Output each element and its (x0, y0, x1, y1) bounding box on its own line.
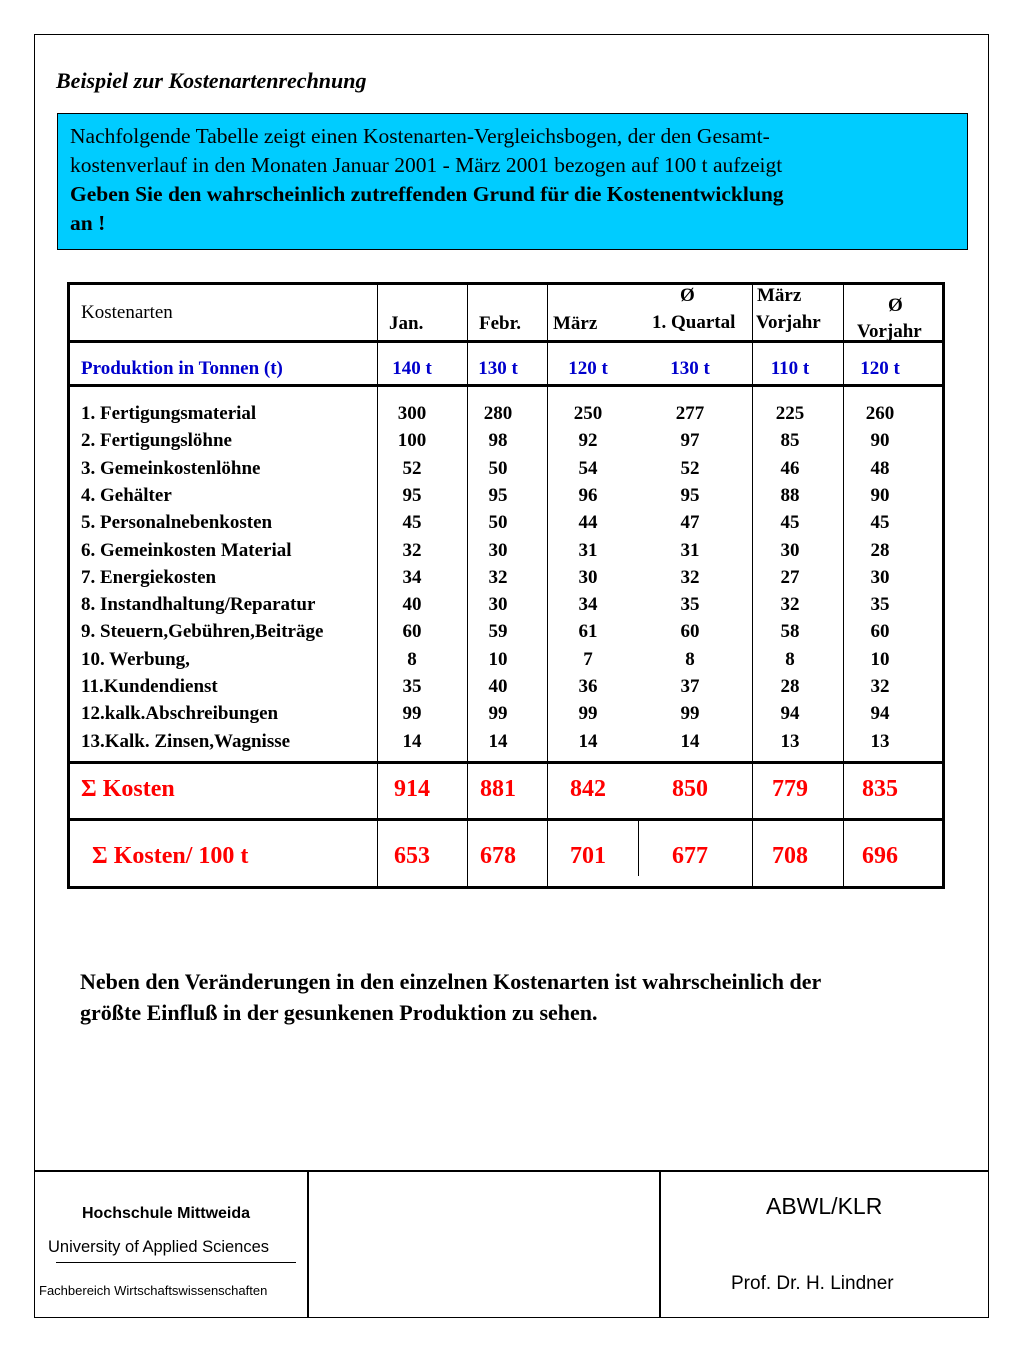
cost-row-value: 34 (578, 594, 598, 616)
cost-row-value: 260 (865, 403, 895, 424)
footer-course: ABWL/KLR (766, 1193, 883, 1219)
cost-row-value: 52 (680, 457, 700, 479)
production-value-4: 110 t (770, 358, 810, 379)
header-febr: Febr. (479, 313, 522, 334)
cost-row-value: 40 (402, 594, 422, 616)
cost-row-value: 50 (488, 457, 508, 479)
sum-value-5: 835 (862, 776, 898, 802)
cost-row-label: 4. Gehälter (81, 484, 172, 506)
cost-row-value: 95 (402, 484, 422, 506)
page-title: Beispiel zur Kostenartenrechnung (56, 68, 367, 93)
sum-per-100-label: Σ Kosten/ 100 t (92, 843, 249, 869)
cost-row-value: 47 (680, 512, 700, 534)
cost-row-value: 50 (488, 512, 508, 534)
cost-row-value: 35 (870, 594, 890, 616)
cost-row-value: 40 (488, 676, 508, 697)
footer-department: Fachbereich Wirtschaftswissenschaften (39, 1283, 268, 1298)
footer-divider-right (659, 1170, 661, 1318)
sum-per-100-value-2: 701 (570, 843, 606, 869)
header-jan: Jan. (389, 313, 424, 334)
cost-row-value: 45 (402, 512, 422, 534)
header-vj-maerz: März (757, 285, 802, 306)
cost-row-value: 60 (680, 621, 700, 643)
cost-row-value: 30 (488, 539, 508, 561)
cost-row-value: 92 (578, 430, 598, 452)
task-box (57, 113, 968, 250)
cost-row-value: 30 (870, 566, 890, 588)
cost-row-value: 99 (402, 703, 422, 725)
cost-row-value: 90 (870, 484, 890, 506)
sum-per-100-value-5: 696 (862, 843, 898, 869)
cost-row-value: 31 (680, 539, 700, 561)
sum-value-4: 779 (772, 776, 808, 802)
cost-row-value: 85 (780, 430, 800, 452)
header-avg-vj-symbol: Ø (888, 295, 903, 316)
cost-row-value: 32 (780, 594, 800, 616)
cost-row-value: 59 (488, 621, 508, 643)
cost-row-value: 60 (870, 621, 890, 643)
cost-row-label: 8. Instandhaltung/Reparatur (81, 594, 316, 616)
footer-professor: Prof. Dr. H. Lindner (731, 1273, 894, 1294)
cost-row-value: 35 (680, 594, 700, 616)
sum-per-100-value-4: 708 (772, 843, 808, 869)
cost-row-label: 12.kalk.Abschreibungen (81, 703, 279, 725)
cost-row-value: 14 (488, 730, 508, 752)
cost-row-value: 95 (488, 484, 508, 506)
cost-row-value: 32 (402, 539, 422, 561)
cost-row-value: 225 (775, 403, 805, 424)
header-kostenarten: Kostenarten (81, 302, 173, 323)
cost-row-value: 32 (680, 566, 700, 588)
sum-value-1: 881 (480, 776, 516, 802)
cost-row-label: 6. Gemeinkosten Material (81, 539, 292, 561)
header-avg-vj: Vorjahr (857, 321, 922, 342)
header-vj: Vorjahr (756, 312, 821, 333)
cost-row-value: 250 (573, 403, 603, 424)
footer-divider-left (307, 1170, 309, 1318)
cost-row-value: 34 (402, 566, 422, 588)
cost-row-value: 99 (578, 703, 598, 725)
cost-row-value: 30 (488, 594, 508, 616)
cost-row-value: 54 (578, 457, 598, 479)
cost-row-value: 32 (488, 566, 508, 588)
cost-row-value: 95 (680, 484, 700, 506)
production-value-5: 120 t (860, 358, 900, 379)
task-line-2: kostenverlauf in den Monaten Januar 2001 - März 2001 bezogen auf 100 t aufzeigt (70, 153, 783, 177)
production-label: Produktion in Tonnen (t) (81, 358, 283, 379)
cost-row-value: 13 (870, 730, 890, 752)
cost-row-value: 27 (780, 566, 800, 588)
production-value-1: 130 t (478, 358, 518, 379)
production-value-0: 140 t (392, 358, 432, 379)
sum-per-100-value-3: 677 (672, 843, 708, 869)
header-maerz: März (553, 313, 598, 334)
conclusion-line-1: Neben den Veränderungen in den einzelnen Kostenarten ist wahrscheinlich der (80, 969, 822, 994)
cost-row-label: 2. Fertigungslöhne (81, 430, 232, 452)
cost-row-label: 11.Kundendienst (81, 676, 218, 697)
cost-row-value: 97 (680, 430, 700, 452)
cost-row-value: 52 (402, 457, 422, 479)
sum-value-0: 914 (394, 776, 430, 802)
footer-underline (56, 1262, 296, 1263)
sum-per-100-value-1: 678 (480, 843, 516, 869)
cost-row-value: 10 (488, 648, 508, 670)
cost-row-value: 13 (780, 730, 800, 752)
cost-row-value: 99 (680, 703, 700, 725)
cost-row-label: 3. Gemeinkostenlöhne (81, 457, 261, 479)
header-quartal: 1. Quartal (652, 312, 736, 333)
conclusion-line-2: größte Einfluß in der gesunkenen Produktion zu sehen. (80, 1000, 598, 1025)
cost-row-value: 96 (578, 484, 598, 506)
cost-row-label: 10. Werbung, (81, 648, 190, 670)
cost-row-value: 14 (578, 730, 598, 752)
cost-row-value: 30 (780, 539, 800, 561)
cost-row-value: 280 (483, 403, 513, 424)
cost-row-value: 60 (402, 621, 422, 643)
cost-row-value: 300 (397, 403, 427, 424)
cost-row-value: 32 (870, 676, 890, 697)
sum-label: Σ Kosten (81, 776, 175, 802)
sum-value-2: 842 (570, 776, 606, 802)
cost-row-value: 88 (780, 484, 800, 506)
footer-school: Hochschule Mittweida (82, 1205, 251, 1222)
cost-row-value: 90 (870, 430, 890, 452)
cost-row-value: 28 (870, 539, 890, 561)
cost-row-value: 45 (780, 512, 800, 534)
cost-row-value: 8 (407, 648, 417, 670)
cost-row-value: 8 (685, 648, 695, 670)
cost-row-value: 94 (780, 703, 800, 725)
cost-row-value: 7 (583, 648, 593, 670)
cost-row-value: 8 (785, 648, 795, 670)
cost-row-value: 31 (578, 539, 598, 561)
cost-row-value: 37 (680, 676, 700, 697)
cost-row-value: 48 (870, 457, 890, 479)
cost-row-value: 14 (402, 730, 422, 752)
task-line-4: an ! (70, 211, 106, 235)
cost-row-value: 28 (780, 676, 800, 697)
cost-row-value: 45 (870, 512, 890, 534)
cost-row-label: 13.Kalk. Zinsen,Wagnisse (81, 730, 291, 752)
cost-row-value: 46 (780, 457, 800, 479)
sum-per-100-value-0: 653 (394, 843, 430, 869)
cost-row-label: 5. Personalnebenkosten (81, 512, 273, 534)
cost-row-value: 58 (780, 621, 800, 643)
cost-row-label: 1. Fertigungsmaterial (81, 403, 257, 424)
header-quartal-symbol: Ø (680, 285, 695, 306)
cost-row-value: 277 (675, 403, 705, 424)
production-value-3: 130 t (670, 358, 710, 379)
cost-row-value: 98 (488, 430, 508, 452)
task-line-3: Geben Sie den wahrscheinlich zutreffenden Grund für die Kostenentwicklung (70, 182, 784, 206)
conclusion (80, 966, 980, 1028)
cost-row-label: 9. Steuern,Gebühren,Beiträge (81, 621, 324, 643)
cost-row-value: 61 (578, 621, 598, 643)
cost-table (67, 282, 945, 889)
cost-row-label: 7. Energiekosten (81, 566, 217, 588)
task-line-1: Nachfolgende Tabelle zeigt einen Kostenarten-Vergleichsbogen, der den Gesamt- (70, 124, 770, 148)
cost-row-value: 10 (870, 648, 890, 670)
production-value-2: 120 t (568, 358, 608, 379)
sum-value-3: 850 (672, 776, 708, 802)
footer-university: University of Applied Sciences (48, 1238, 270, 1256)
cost-row-value: 35 (402, 676, 422, 697)
cost-row-value: 100 (397, 430, 427, 452)
cost-row-value: 30 (578, 566, 598, 588)
cost-row-value: 36 (578, 676, 598, 697)
cost-row-value: 44 (578, 512, 598, 534)
cost-row-value: 14 (680, 730, 700, 752)
footer-divider (34, 1170, 989, 1172)
cost-row-value: 99 (488, 703, 508, 725)
cost-row-value: 94 (870, 703, 890, 725)
